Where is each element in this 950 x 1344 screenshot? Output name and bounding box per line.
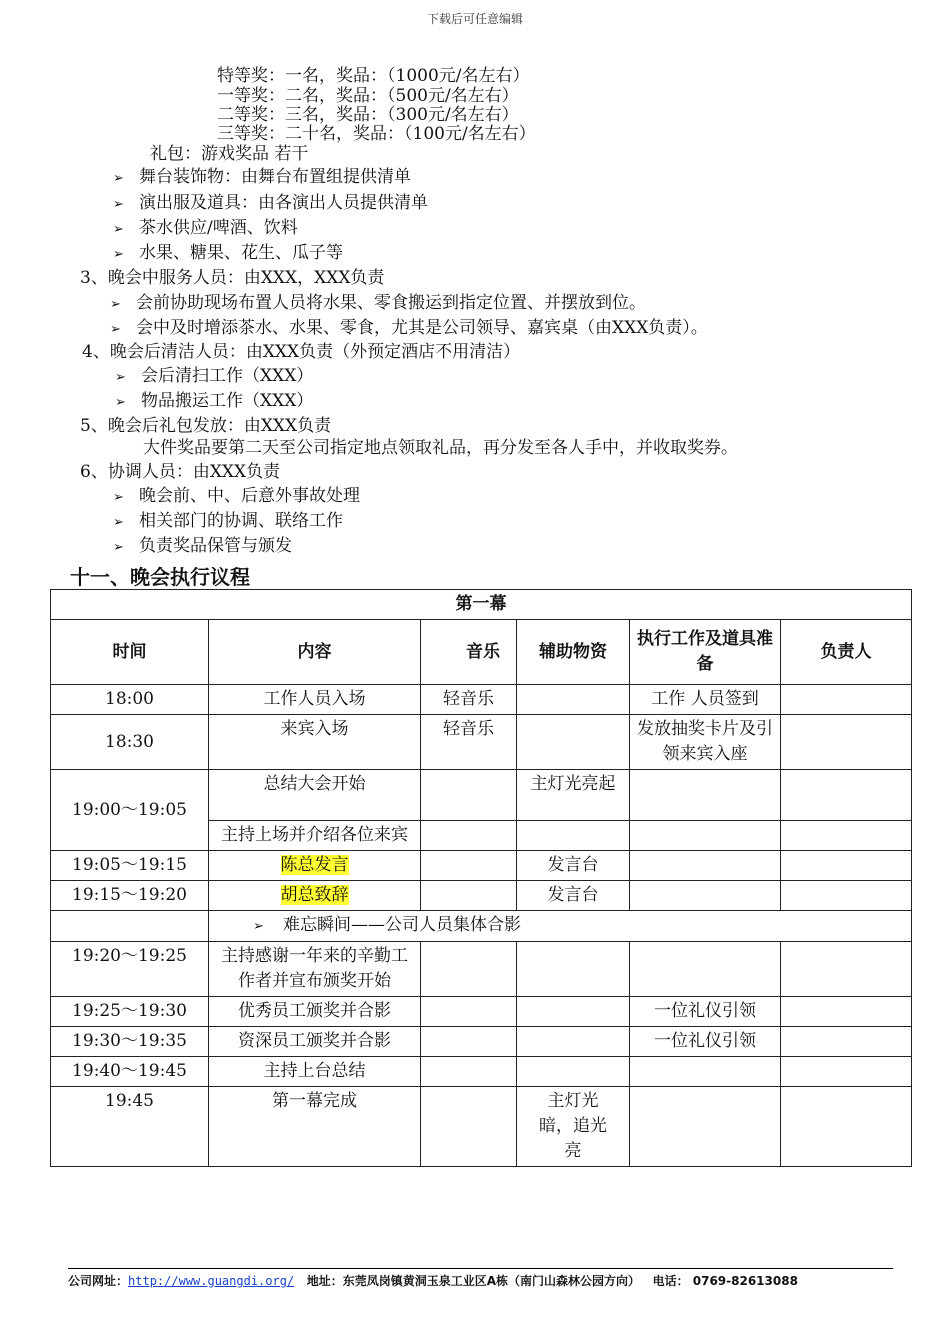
cell-time: 18:00	[51, 685, 209, 715]
table-row	[51, 1027, 912, 1057]
cell-materials	[517, 1057, 630, 1087]
cell-owner	[781, 881, 912, 911]
cell-music	[421, 1027, 517, 1057]
cell-materials: 发言台	[517, 881, 630, 911]
cell-preparation: 一位礼仪引领	[630, 997, 781, 1027]
cell-music	[421, 770, 517, 821]
cell-preparation	[630, 942, 781, 997]
cell-music	[421, 821, 517, 851]
cell-music	[421, 881, 517, 911]
section-6-item: ➢ 负责奖品保管与颁发	[113, 536, 292, 558]
cell-preparation	[630, 881, 781, 911]
table-row	[51, 1057, 912, 1087]
table-row	[51, 1087, 912, 1167]
cell-music: 轻音乐	[421, 685, 517, 715]
gift-line: 礼包：游戏奖品 若干	[150, 144, 309, 164]
section-title: 十一、晚会执行议程	[70, 565, 250, 589]
table-row	[51, 685, 912, 715]
cell-materials	[517, 1027, 630, 1057]
supply-item: ➢ 舞台装饰物：由舞台布置组提供清单	[113, 167, 411, 189]
section-4-title: 4、晚会后清洁人员：由XXX负责（外预定酒店不用清洁）	[82, 342, 521, 362]
cell-content	[209, 881, 421, 911]
cell-owner	[781, 821, 912, 851]
cell-owner	[781, 997, 912, 1027]
cell-materials	[517, 942, 630, 997]
cell-content: 优秀员工颁奖并合影	[209, 997, 421, 1027]
cell-materials: 主灯光暗，追光亮	[517, 1087, 630, 1167]
table-row	[51, 911, 912, 942]
prize-line: 三等奖：二十名，奖品：（100元/名左右）	[217, 124, 536, 144]
cell-content: 主持上场并介绍各位来宾	[209, 821, 421, 851]
cell-time: 19:30～19:35	[51, 1027, 209, 1057]
cell-time: 19:00～19:05	[51, 770, 209, 851]
table-row	[51, 770, 912, 821]
cell-time: 19:45	[51, 1087, 209, 1167]
prize-line: 二等奖：三名，奖品：（300元/名左右）	[217, 105, 519, 125]
cell-materials: 主灯光亮起	[517, 770, 630, 821]
section-6-item: ➢ 晚会前、中、后意外事故处理	[113, 486, 360, 508]
cell-materials	[517, 685, 630, 715]
table-row	[51, 942, 912, 997]
highlighted-text: 陈总发言	[280, 855, 349, 875]
col-header-content: 内容	[209, 620, 421, 685]
page-footer	[68, 1272, 798, 1289]
cell-materials	[517, 997, 630, 1027]
col-header-preparation: 执行工作及道具准备	[630, 620, 781, 685]
section-3-item: ➢ 会前协助现场布置人员将水果、零食搬运到指定位置、并摆放到位。	[110, 293, 646, 315]
prize-line: 一等奖：二名，奖品：（500元/名左右）	[217, 86, 519, 106]
col-header-music: 音乐	[421, 620, 517, 685]
footer-phone: 电话： 0769-82613088	[652, 1274, 798, 1288]
cell-materials	[517, 821, 630, 851]
cell-content: 第一幕完成	[209, 1087, 421, 1167]
col-header-materials: 辅助物资	[517, 620, 630, 685]
cell-preparation: 一位礼仪引领	[630, 1027, 781, 1057]
cell-music	[421, 1087, 517, 1167]
footer-divider	[68, 1268, 893, 1269]
supply-item: ➢ 茶水供应/啤酒、饮料	[113, 218, 298, 240]
program-table	[50, 589, 912, 1167]
cell-time: 19:25～19:30	[51, 997, 209, 1027]
highlighted-text: 胡总致辞	[280, 885, 349, 905]
cell-photo-session: ➢ 难忘瞬间——公司人员集体合影	[209, 911, 912, 942]
table-row	[51, 997, 912, 1027]
section-4-item: ➢ 物品搬运工作（XXX）	[115, 391, 313, 413]
cell-music	[421, 997, 517, 1027]
table-row	[51, 851, 912, 881]
cell-time: 19:40～19:45	[51, 1057, 209, 1087]
cell-music: 轻音乐	[421, 715, 517, 770]
cell-time: 18:30	[51, 715, 209, 770]
prize-line: 特等奖：一名，奖品：（1000元/名左右）	[217, 66, 530, 86]
cell-music	[421, 942, 517, 997]
section-4-item: ➢ 会后清扫工作（XXX）	[115, 366, 313, 388]
section-3-title: 3、晚会中服务人员：由XXX，XXX负责	[80, 268, 385, 288]
table-header-row	[51, 620, 912, 685]
cell-content: 工作人员入场	[209, 685, 421, 715]
cell-time: 19:15～19:20	[51, 881, 209, 911]
cell-owner	[781, 1057, 912, 1087]
cell-music	[421, 851, 517, 881]
cell-owner	[781, 851, 912, 881]
cell-preparation	[630, 1087, 781, 1167]
footer-address: 地址：东莞凤岗镇黄洞玉泉工业区A栋（南门山森林公园方向）	[306, 1274, 641, 1288]
supply-item: ➢ 水果、糖果、花生、瓜子等	[113, 243, 343, 265]
company-website-link[interactable]: http://www.guangdi.org/	[128, 1274, 295, 1288]
table-row	[51, 881, 912, 911]
cell-materials: 发言台	[517, 851, 630, 881]
section-3-item: ➢ 会中及时增添茶水、水果、零食，尤其是公司领导、嘉宾桌（由XXX负责）。	[110, 318, 708, 340]
table-row	[51, 715, 912, 770]
cell-owner	[781, 685, 912, 715]
section-5-text: 大件奖品要第二天至公司指定地点领取礼品，再分发至各人手中，并收取奖券。	[143, 438, 738, 458]
cell-time: 19:20～19:25	[51, 942, 209, 997]
cell-owner	[781, 770, 912, 821]
cell-preparation: 工作 人员签到	[630, 685, 781, 715]
cell-content	[209, 851, 421, 881]
cell-owner	[781, 715, 912, 770]
cell-preparation	[630, 851, 781, 881]
cell-time	[51, 911, 209, 942]
cell-music	[421, 1057, 517, 1087]
cell-content: 主持上台总结	[209, 1057, 421, 1087]
cell-materials	[517, 715, 630, 770]
section-5-title: 5、晚会后礼包发放：由XXX负责	[80, 416, 332, 436]
cell-preparation	[630, 821, 781, 851]
section-6-title: 6、协调人员：由XXX负责	[80, 462, 281, 482]
cell-content: 主持感谢一年来的辛勤工作者并宣布颁奖开始	[209, 942, 421, 997]
col-header-time: 时间	[51, 620, 209, 685]
cell-preparation	[630, 770, 781, 821]
cell-content: 总结大会开始	[209, 770, 421, 821]
cell-content: 资深员工颁奖并合影	[209, 1027, 421, 1057]
supply-item: ➢ 演出服及道具：由各演出人员提供清单	[113, 193, 428, 215]
page-header: 下载后可任意编辑	[426, 12, 523, 26]
cell-preparation: 发放抽奖卡片及引领来宾入座	[630, 715, 781, 770]
footer-site-label: 公司网址：	[68, 1274, 129, 1288]
cell-preparation	[630, 1057, 781, 1087]
cell-content: 来宾入场	[209, 715, 421, 770]
cell-owner	[781, 1027, 912, 1057]
cell-owner	[781, 1087, 912, 1167]
cell-time: 19:05～19:15	[51, 851, 209, 881]
cell-owner	[781, 942, 912, 997]
act-title: 第一幕	[51, 590, 912, 620]
col-header-owner: 负责人	[781, 620, 912, 685]
section-6-item: ➢ 相关部门的协调、联络工作	[113, 511, 343, 533]
